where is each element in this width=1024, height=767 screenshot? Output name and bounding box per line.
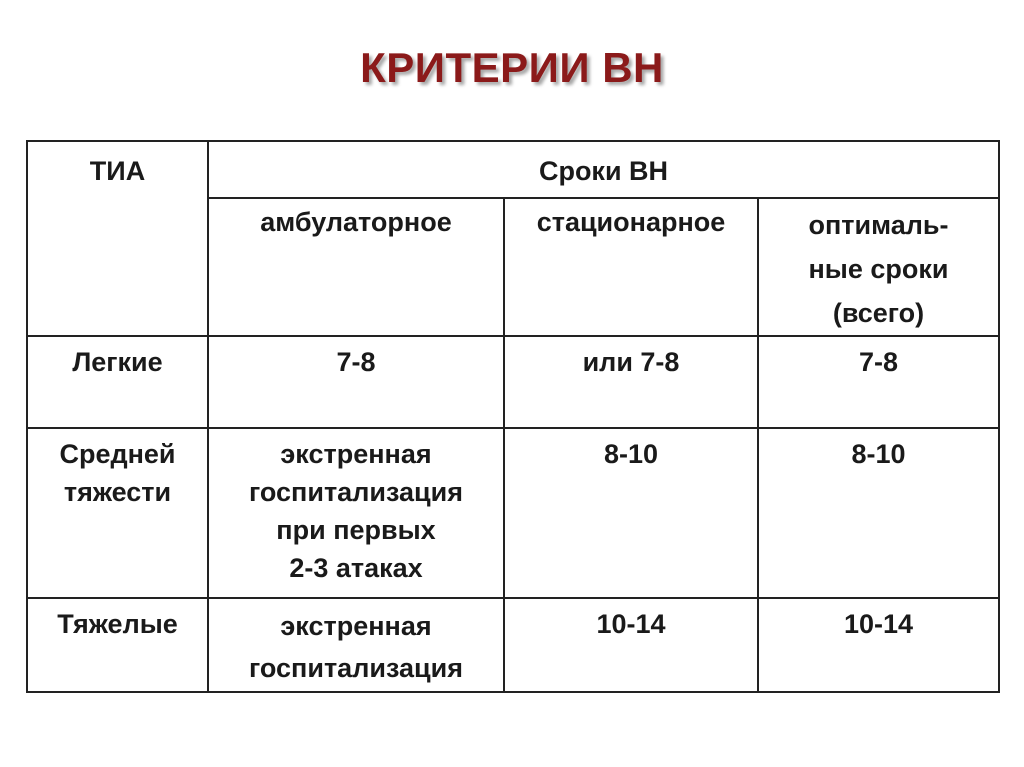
table-cell (208, 428, 504, 598)
table-cell (504, 598, 758, 692)
slide-title: КРИТЕРИИ ВН (360, 44, 664, 91)
subheader-cell-inpatient (504, 198, 758, 336)
table-cell (208, 598, 504, 692)
group-header-cell (208, 141, 999, 198)
subheader-label: оптималь- ные сроки (всего) (808, 210, 949, 328)
cell-value: 8-10 (603, 439, 659, 469)
table-header-row (27, 141, 999, 198)
table-row (27, 598, 999, 692)
row-label-cell (27, 336, 208, 428)
row-label-cell (27, 598, 208, 692)
cell-value: 10-14 (596, 609, 666, 639)
corner-header-label: ТИА (89, 156, 146, 186)
subheader-label: амбулаторное (260, 207, 452, 237)
table-cell (758, 428, 999, 598)
subheader-cell-ambulatory (208, 198, 504, 336)
cell-value: экстренная госпитализация (249, 611, 463, 683)
corner-header-cell (27, 141, 208, 336)
row-label: Тяжелые (57, 609, 178, 639)
table-row (27, 428, 999, 598)
criteria-table (26, 140, 1000, 693)
cell-value: 7-8 (336, 347, 376, 377)
cell-value: 10-14 (843, 609, 914, 639)
row-label: Легкие (72, 347, 163, 377)
table-cell (504, 336, 758, 428)
cell-value: 7-8 (858, 347, 899, 377)
row-label: Средней тяжести (59, 439, 176, 507)
table-cell (758, 598, 999, 692)
cell-value: 8-10 (851, 439, 906, 469)
cell-value: экстренная госпитализация при первых 2-3 атаках (249, 439, 463, 583)
table-cell (208, 336, 504, 428)
table-cell (504, 428, 758, 598)
cell-value: или 7-8 (582, 347, 680, 377)
row-label-cell (27, 428, 208, 598)
table-cell (758, 336, 999, 428)
subheader-label: стационарное (536, 207, 726, 237)
group-header-label: Сроки ВН (538, 156, 669, 186)
subheader-cell-optimal (758, 198, 999, 336)
table-row (27, 336, 999, 428)
